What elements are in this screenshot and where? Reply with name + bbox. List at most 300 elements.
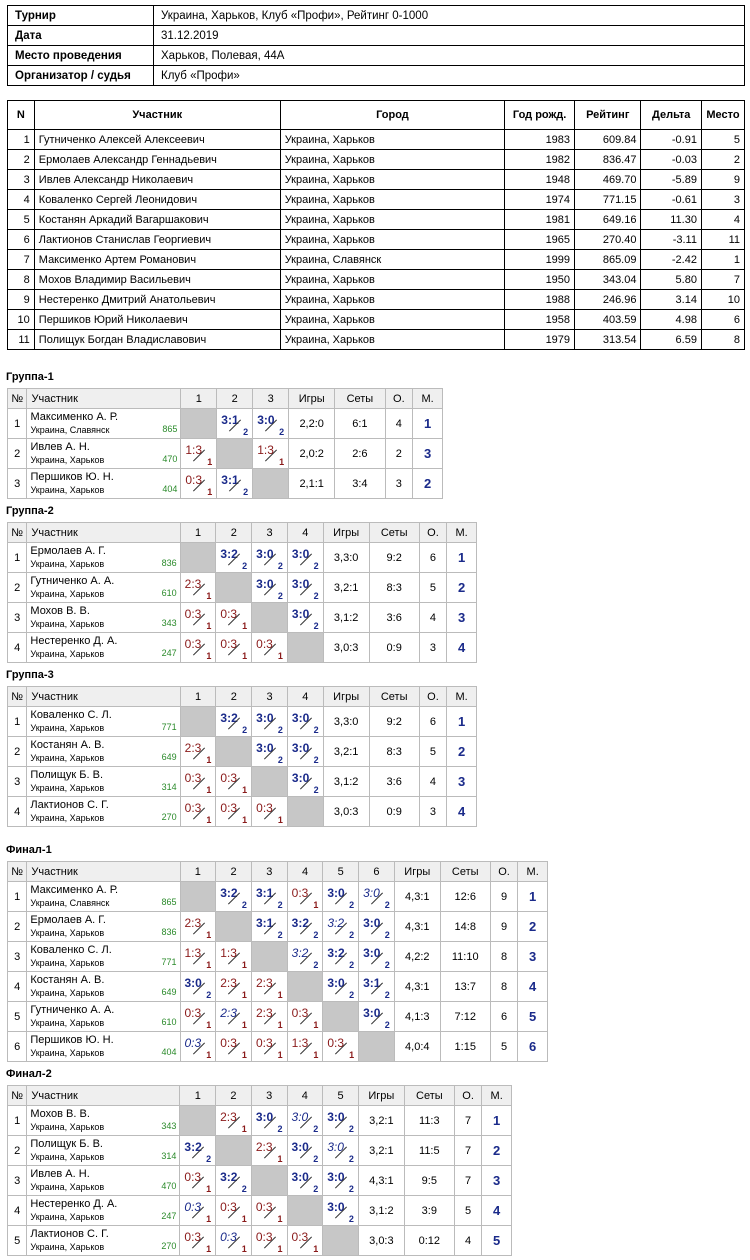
match-score: 3:0: [255, 1110, 274, 1124]
match-points: 2: [384, 1020, 390, 1030]
match-result-cell: [217, 409, 253, 439]
self-match-cell: [287, 797, 323, 827]
participant-cell: 1988: [505, 290, 575, 310]
match-points: 2: [313, 785, 319, 795]
match-score: 0:3: [184, 607, 202, 621]
sets-cell: 3:4: [335, 469, 385, 499]
group-title: Группа-3: [6, 669, 54, 681]
match-score: 2:3: [220, 1110, 237, 1124]
place-cell: 1: [413, 409, 443, 439]
group-col-header: О.: [385, 389, 413, 409]
participant-city: Украина, Харьков: [30, 618, 105, 629]
participant-name: Костанян А. В.: [30, 738, 105, 751]
match-score: 0:3: [185, 473, 203, 487]
match-score: 3:0: [363, 886, 380, 900]
match-points: 2: [384, 960, 390, 970]
match-points: 2: [348, 1184, 354, 1194]
points-cell: 5: [419, 573, 447, 603]
self-match-cell: [216, 573, 252, 603]
self-match-cell: [216, 1136, 252, 1166]
match-result-cell: [180, 573, 216, 603]
participant-name: Нестеренко Д. А.: [30, 634, 118, 647]
match-result-cell: [180, 942, 216, 972]
participant-cell: 1958: [505, 310, 575, 330]
match-points: 2: [349, 930, 355, 940]
match-points: 1: [277, 815, 283, 825]
group-row: [8, 1032, 548, 1062]
group-col-header: 2: [216, 1086, 252, 1106]
match-score: 0:3: [220, 801, 238, 815]
sets-cell: 8:3: [369, 737, 419, 767]
match-points: 1: [313, 900, 319, 910]
row-number: 4: [8, 972, 27, 1002]
participant-name: Гутниченко А. А.: [30, 1003, 115, 1016]
group-col-header: М.: [482, 1086, 512, 1106]
match-points: 1: [206, 960, 212, 970]
participant-cell: Украина, Славянск: [280, 250, 505, 270]
participants-col-header: N: [8, 101, 35, 130]
match-points: 2: [384, 900, 390, 910]
match-points: 2: [277, 930, 283, 940]
match-result-cell: [180, 1002, 216, 1032]
match-score: 3:2: [327, 916, 345, 930]
group-table: [7, 861, 548, 1062]
match-result-cell: [359, 912, 395, 942]
match-result-cell: [252, 543, 288, 573]
participant-cell: 343.04: [575, 270, 641, 290]
sets-cell: 11:3: [404, 1106, 454, 1136]
participant-cell: 5.80: [641, 270, 701, 290]
participant-city: Украина, Харьков: [30, 1211, 105, 1222]
match-points: 1: [241, 1244, 247, 1254]
match-score: 3:0: [291, 547, 310, 561]
self-match-cell: [180, 543, 216, 573]
participant-name-cell: [27, 633, 180, 663]
group-col-header: Сеты: [404, 1086, 454, 1106]
participant-city: Украина, Харьков: [30, 454, 105, 465]
match-points: 2: [313, 930, 319, 940]
participant-name: Полищук Б. В.: [30, 1137, 103, 1150]
match-result-cell: [323, 1136, 359, 1166]
participant-name-cell: [27, 573, 180, 603]
match-points: 2: [206, 1154, 212, 1164]
match-score: 0:3: [220, 1230, 237, 1244]
participant-name-cell: [27, 767, 180, 797]
sets-cell: 12:6: [440, 882, 490, 912]
participant-cell: Першиков Юрий Николаевич: [34, 310, 280, 330]
row-number: 1: [8, 1106, 27, 1136]
group-col-header: 4: [287, 687, 323, 707]
group-col-header: №: [8, 862, 27, 882]
participant-rating: 649: [161, 987, 177, 997]
group-title: Группа-1: [6, 371, 54, 383]
participant-city: Украина, Харьков: [30, 722, 105, 733]
participant-rating: 270: [161, 812, 177, 822]
group-col-header: Участник: [27, 687, 180, 707]
match-score: 3:0: [291, 711, 310, 725]
participant-row: [8, 130, 745, 150]
info-value: 31.12.2019: [154, 26, 745, 46]
games-cell: 3,3:0: [323, 707, 369, 737]
games-cell: 3,2:1: [323, 573, 369, 603]
match-score: 3:0: [256, 547, 274, 561]
participant-city: Украина, Харьков: [30, 927, 105, 938]
row-number: 2: [8, 912, 27, 942]
match-result-cell: [180, 912, 216, 942]
group-row: [8, 797, 477, 827]
match-score: 3:2: [220, 547, 238, 561]
self-match-cell: [251, 1166, 287, 1196]
match-result-cell: [323, 882, 359, 912]
group-table: [7, 388, 443, 499]
group-col-header: Сеты: [440, 862, 490, 882]
place-cell: 2: [447, 573, 477, 603]
participant-cell: -0.91: [641, 130, 701, 150]
match-score: 1:3: [220, 946, 237, 960]
match-points: 1: [206, 785, 212, 795]
self-match-cell: [253, 469, 289, 499]
participant-rating: 865: [162, 424, 178, 434]
match-points: 1: [277, 990, 283, 1000]
match-points: 1: [242, 785, 248, 795]
group-title: Группа-2: [6, 505, 54, 517]
match-result-cell: [251, 972, 287, 1002]
participant-cell: Украина, Харьков: [280, 130, 505, 150]
participant-cell: 1: [8, 130, 35, 150]
match-score: 3:0: [291, 741, 310, 755]
participant-cell: Ермолаев Александр Геннадьевич: [34, 150, 280, 170]
participant-name-cell: [27, 469, 181, 499]
games-cell: 2,0:2: [289, 439, 335, 469]
participant-row: [8, 330, 745, 350]
participant-cell: 469.70: [575, 170, 641, 190]
match-result-cell: [287, 543, 323, 573]
group-col-header: 1: [180, 523, 216, 543]
match-result-cell: [287, 1002, 323, 1032]
match-points: 1: [241, 1020, 247, 1030]
group-col-header: Игры: [289, 389, 335, 409]
group-row: [8, 439, 443, 469]
match-result-cell: [180, 737, 216, 767]
match-score: 0:3: [291, 886, 309, 900]
sets-cell: 14:8: [440, 912, 490, 942]
points-cell: 4: [419, 603, 447, 633]
points-cell: 3: [385, 469, 413, 499]
match-score: 3:1: [221, 473, 239, 487]
place-cell: 3: [413, 439, 443, 469]
match-score: 3:0: [327, 886, 345, 900]
match-result-cell: [180, 1136, 216, 1166]
row-number: 4: [8, 1196, 27, 1226]
match-result-cell: [216, 797, 252, 827]
participant-cell: -0.61: [641, 190, 701, 210]
participant-name: Коваленко С. Л.: [30, 708, 112, 721]
participant-cell: 2: [701, 150, 744, 170]
match-result-cell: [216, 707, 252, 737]
participant-rating: 247: [161, 648, 177, 658]
self-match-cell: [287, 1196, 323, 1226]
match-result-cell: [216, 1032, 252, 1062]
match-result-cell: [253, 439, 289, 469]
participant-cell: 1999: [505, 250, 575, 270]
sets-cell: 0:12: [404, 1226, 454, 1256]
participant-cell: 649.16: [575, 210, 641, 230]
participants-header-row: [8, 101, 745, 130]
info-value: Харьков, Полевая, 44А: [154, 46, 745, 66]
self-match-cell: [180, 1106, 216, 1136]
self-match-cell: [180, 882, 216, 912]
match-score: 0:3: [255, 1230, 273, 1244]
match-score: 3:0: [327, 1200, 345, 1214]
info-key: Организатор / судья: [8, 66, 154, 86]
group-table: [7, 686, 477, 827]
participant-row: [8, 270, 745, 290]
participant-cell: 1983: [505, 130, 575, 150]
participant-cell: Украина, Харьков: [280, 290, 505, 310]
match-result-cell: [323, 1106, 359, 1136]
participant-cell: 3: [701, 190, 744, 210]
match-result-cell: [180, 1196, 216, 1226]
match-points: 2: [313, 960, 319, 970]
group-row: [8, 767, 477, 797]
match-points: 1: [206, 1244, 212, 1254]
participant-cell: 313.54: [575, 330, 641, 350]
sets-cell: 9:5: [404, 1166, 454, 1196]
match-result-cell: [323, 1166, 359, 1196]
participant-cell: Максименко Артем Романович: [34, 250, 280, 270]
match-result-cell: [287, 1136, 323, 1166]
participant-name: Полищук Б. В.: [30, 768, 104, 781]
participant-rating: 610: [161, 1017, 177, 1027]
sets-cell: 1:15: [440, 1032, 490, 1062]
info-row: [8, 6, 745, 26]
place-cell: 2: [447, 737, 477, 767]
participant-cell: Коваленко Сергей Леонидович: [34, 190, 280, 210]
match-result-cell: [216, 1226, 252, 1256]
match-score: 1:3: [257, 443, 274, 457]
group-col-header: 2: [216, 687, 252, 707]
group-col-header: О.: [419, 687, 447, 707]
place-cell: 6: [518, 1032, 548, 1062]
games-cell: 3,1:2: [323, 603, 369, 633]
match-result-cell: [252, 797, 288, 827]
sets-cell: 3:6: [369, 767, 419, 797]
participant-cell: Гутниченко Алексей Алексеевич: [34, 130, 280, 150]
participant-city: Украина, Харьков: [30, 987, 105, 998]
group-col-header: №: [8, 1086, 27, 1106]
match-score: 3:0: [291, 1170, 309, 1184]
match-result-cell: [323, 912, 359, 942]
participant-cell: Украина, Харьков: [280, 330, 505, 350]
match-points: 1: [241, 960, 247, 970]
match-score: 3:2: [220, 711, 238, 725]
points-cell: 5: [419, 737, 447, 767]
match-points: 1: [206, 1214, 212, 1224]
match-score: 0:3: [255, 1200, 273, 1214]
group-col-header: О.: [454, 1086, 482, 1106]
participant-cell: Костанян Аркадий Вагаршакович: [34, 210, 280, 230]
points-cell: 9: [490, 912, 518, 942]
match-result-cell: [216, 767, 252, 797]
group-col-header: 3: [252, 523, 288, 543]
row-number: 1: [8, 409, 27, 439]
participant-row: [8, 250, 745, 270]
participant-city: Украина, Славянск: [30, 424, 110, 435]
group-header-row: [8, 523, 477, 543]
participant-city: Украина, Харьков: [30, 484, 105, 495]
participant-name-cell: [27, 1136, 180, 1166]
match-score: 2:3: [220, 1006, 237, 1020]
group-title: Финал-1: [6, 844, 52, 856]
match-points: 1: [277, 1244, 283, 1254]
match-score: 3:0: [256, 577, 274, 591]
group-header-row: [8, 389, 443, 409]
match-result-cell: [251, 882, 287, 912]
participant-rating: 771: [161, 957, 177, 967]
participant-cell: 865.09: [575, 250, 641, 270]
participant-cell: Украина, Харьков: [280, 270, 505, 290]
match-score: 1:3: [184, 946, 202, 960]
participant-name-cell: [27, 603, 180, 633]
sets-cell: 3:6: [369, 603, 419, 633]
match-score: 3:0: [291, 577, 310, 591]
match-points: 1: [206, 621, 212, 631]
match-result-cell: [216, 942, 252, 972]
match-points: 2: [243, 427, 249, 437]
match-score: 3:0: [327, 976, 345, 990]
match-points: 1: [206, 755, 212, 765]
group-col-header: 2: [216, 523, 252, 543]
match-result-cell: [287, 767, 323, 797]
row-number: 4: [8, 633, 27, 663]
place-cell: 1: [518, 882, 548, 912]
group-header-row: [8, 1086, 512, 1106]
participant-cell: 4: [701, 210, 744, 230]
group-col-header: №: [8, 523, 27, 543]
match-result-cell: [287, 1032, 323, 1062]
match-points: 2: [206, 990, 212, 1000]
match-score: 3:2: [291, 916, 309, 930]
place-cell: 3: [447, 767, 477, 797]
group-header-row: [8, 862, 548, 882]
group-row: [8, 469, 443, 499]
match-points: 1: [277, 1050, 283, 1060]
match-score: 3:2: [291, 946, 309, 960]
row-number: 6: [8, 1032, 27, 1062]
games-cell: 3,0:3: [323, 797, 369, 827]
row-number: 5: [8, 1226, 27, 1256]
match-score: 3:0: [363, 1006, 381, 1020]
row-number: 5: [8, 1002, 27, 1032]
match-points: 1: [277, 1214, 283, 1224]
match-points: 2: [348, 1124, 354, 1134]
participant-name-cell: [27, 737, 180, 767]
match-result-cell: [252, 633, 288, 663]
match-score: 3:2: [220, 886, 238, 900]
row-number: 3: [8, 603, 27, 633]
match-score: 0:3: [184, 1170, 202, 1184]
match-result-cell: [253, 409, 289, 439]
group-row: [8, 1002, 548, 1032]
participant-name-cell: [27, 1196, 180, 1226]
games-cell: 3,1:2: [358, 1196, 404, 1226]
row-number: 2: [8, 439, 27, 469]
sets-cell: 2:6: [335, 439, 385, 469]
group-row: [8, 972, 548, 1002]
group-col-header: О.: [419, 523, 447, 543]
match-points: 2: [277, 1124, 283, 1134]
group-row: [8, 737, 477, 767]
participant-cell: 4.98: [641, 310, 701, 330]
participant-row: [8, 310, 745, 330]
sets-cell: 8:3: [369, 573, 419, 603]
participant-name-cell: [27, 942, 180, 972]
match-score: 0:3: [256, 637, 273, 651]
match-score: 0:3: [184, 1006, 202, 1020]
match-score: 2:3: [220, 976, 237, 990]
match-result-cell: [323, 942, 359, 972]
points-cell: 5: [454, 1196, 482, 1226]
participant-cell: 2: [8, 150, 35, 170]
row-number: 1: [8, 543, 27, 573]
self-match-cell: [359, 1032, 395, 1062]
participants-col-header: Год рожд.: [505, 101, 575, 130]
match-result-cell: [216, 972, 252, 1002]
match-score: 3:0: [291, 1140, 309, 1154]
match-result-cell: [359, 972, 395, 1002]
match-score: 0:3: [220, 607, 238, 621]
match-result-cell: [287, 1106, 323, 1136]
self-match-cell: [287, 972, 323, 1002]
match-score: 0:3: [220, 1200, 237, 1214]
group-col-header: 4: [287, 1086, 323, 1106]
participant-row: [8, 150, 745, 170]
participant-name-cell: [27, 912, 180, 942]
points-cell: 8: [490, 942, 518, 972]
match-points: 2: [277, 725, 283, 735]
sets-cell: 7:12: [440, 1002, 490, 1032]
participant-city: Украина, Харьков: [30, 1241, 105, 1252]
games-cell: 3,0:3: [358, 1226, 404, 1256]
match-result-cell: [251, 1226, 287, 1256]
match-points: 2: [384, 930, 390, 940]
participant-rating: 314: [161, 1151, 177, 1161]
row-number: 3: [8, 469, 27, 499]
sets-cell: 13:7: [440, 972, 490, 1002]
match-points: 2: [384, 990, 390, 1000]
match-points: 2: [277, 755, 283, 765]
row-number: 2: [8, 1136, 27, 1166]
participant-city: Украина, Харьков: [30, 782, 105, 793]
group-row: [8, 409, 443, 439]
participant-name: Гутниченко А. А.: [30, 574, 115, 587]
match-points: 1: [349, 1050, 355, 1060]
games-cell: 2,1:1: [289, 469, 335, 499]
participant-rating: 470: [162, 454, 178, 464]
match-result-cell: [180, 797, 216, 827]
group-row: [8, 573, 477, 603]
sets-cell: 9:2: [369, 543, 419, 573]
place-cell: 1: [482, 1106, 512, 1136]
games-cell: 4,3:1: [394, 882, 440, 912]
participant-name-cell: [27, 409, 181, 439]
match-result-cell: [251, 912, 287, 942]
participant-cell: 7: [701, 270, 744, 290]
match-points: 1: [241, 1214, 247, 1224]
match-score: 0:3: [184, 771, 202, 785]
match-points: 1: [206, 1050, 212, 1060]
participant-city: Украина, Харьков: [30, 558, 105, 569]
